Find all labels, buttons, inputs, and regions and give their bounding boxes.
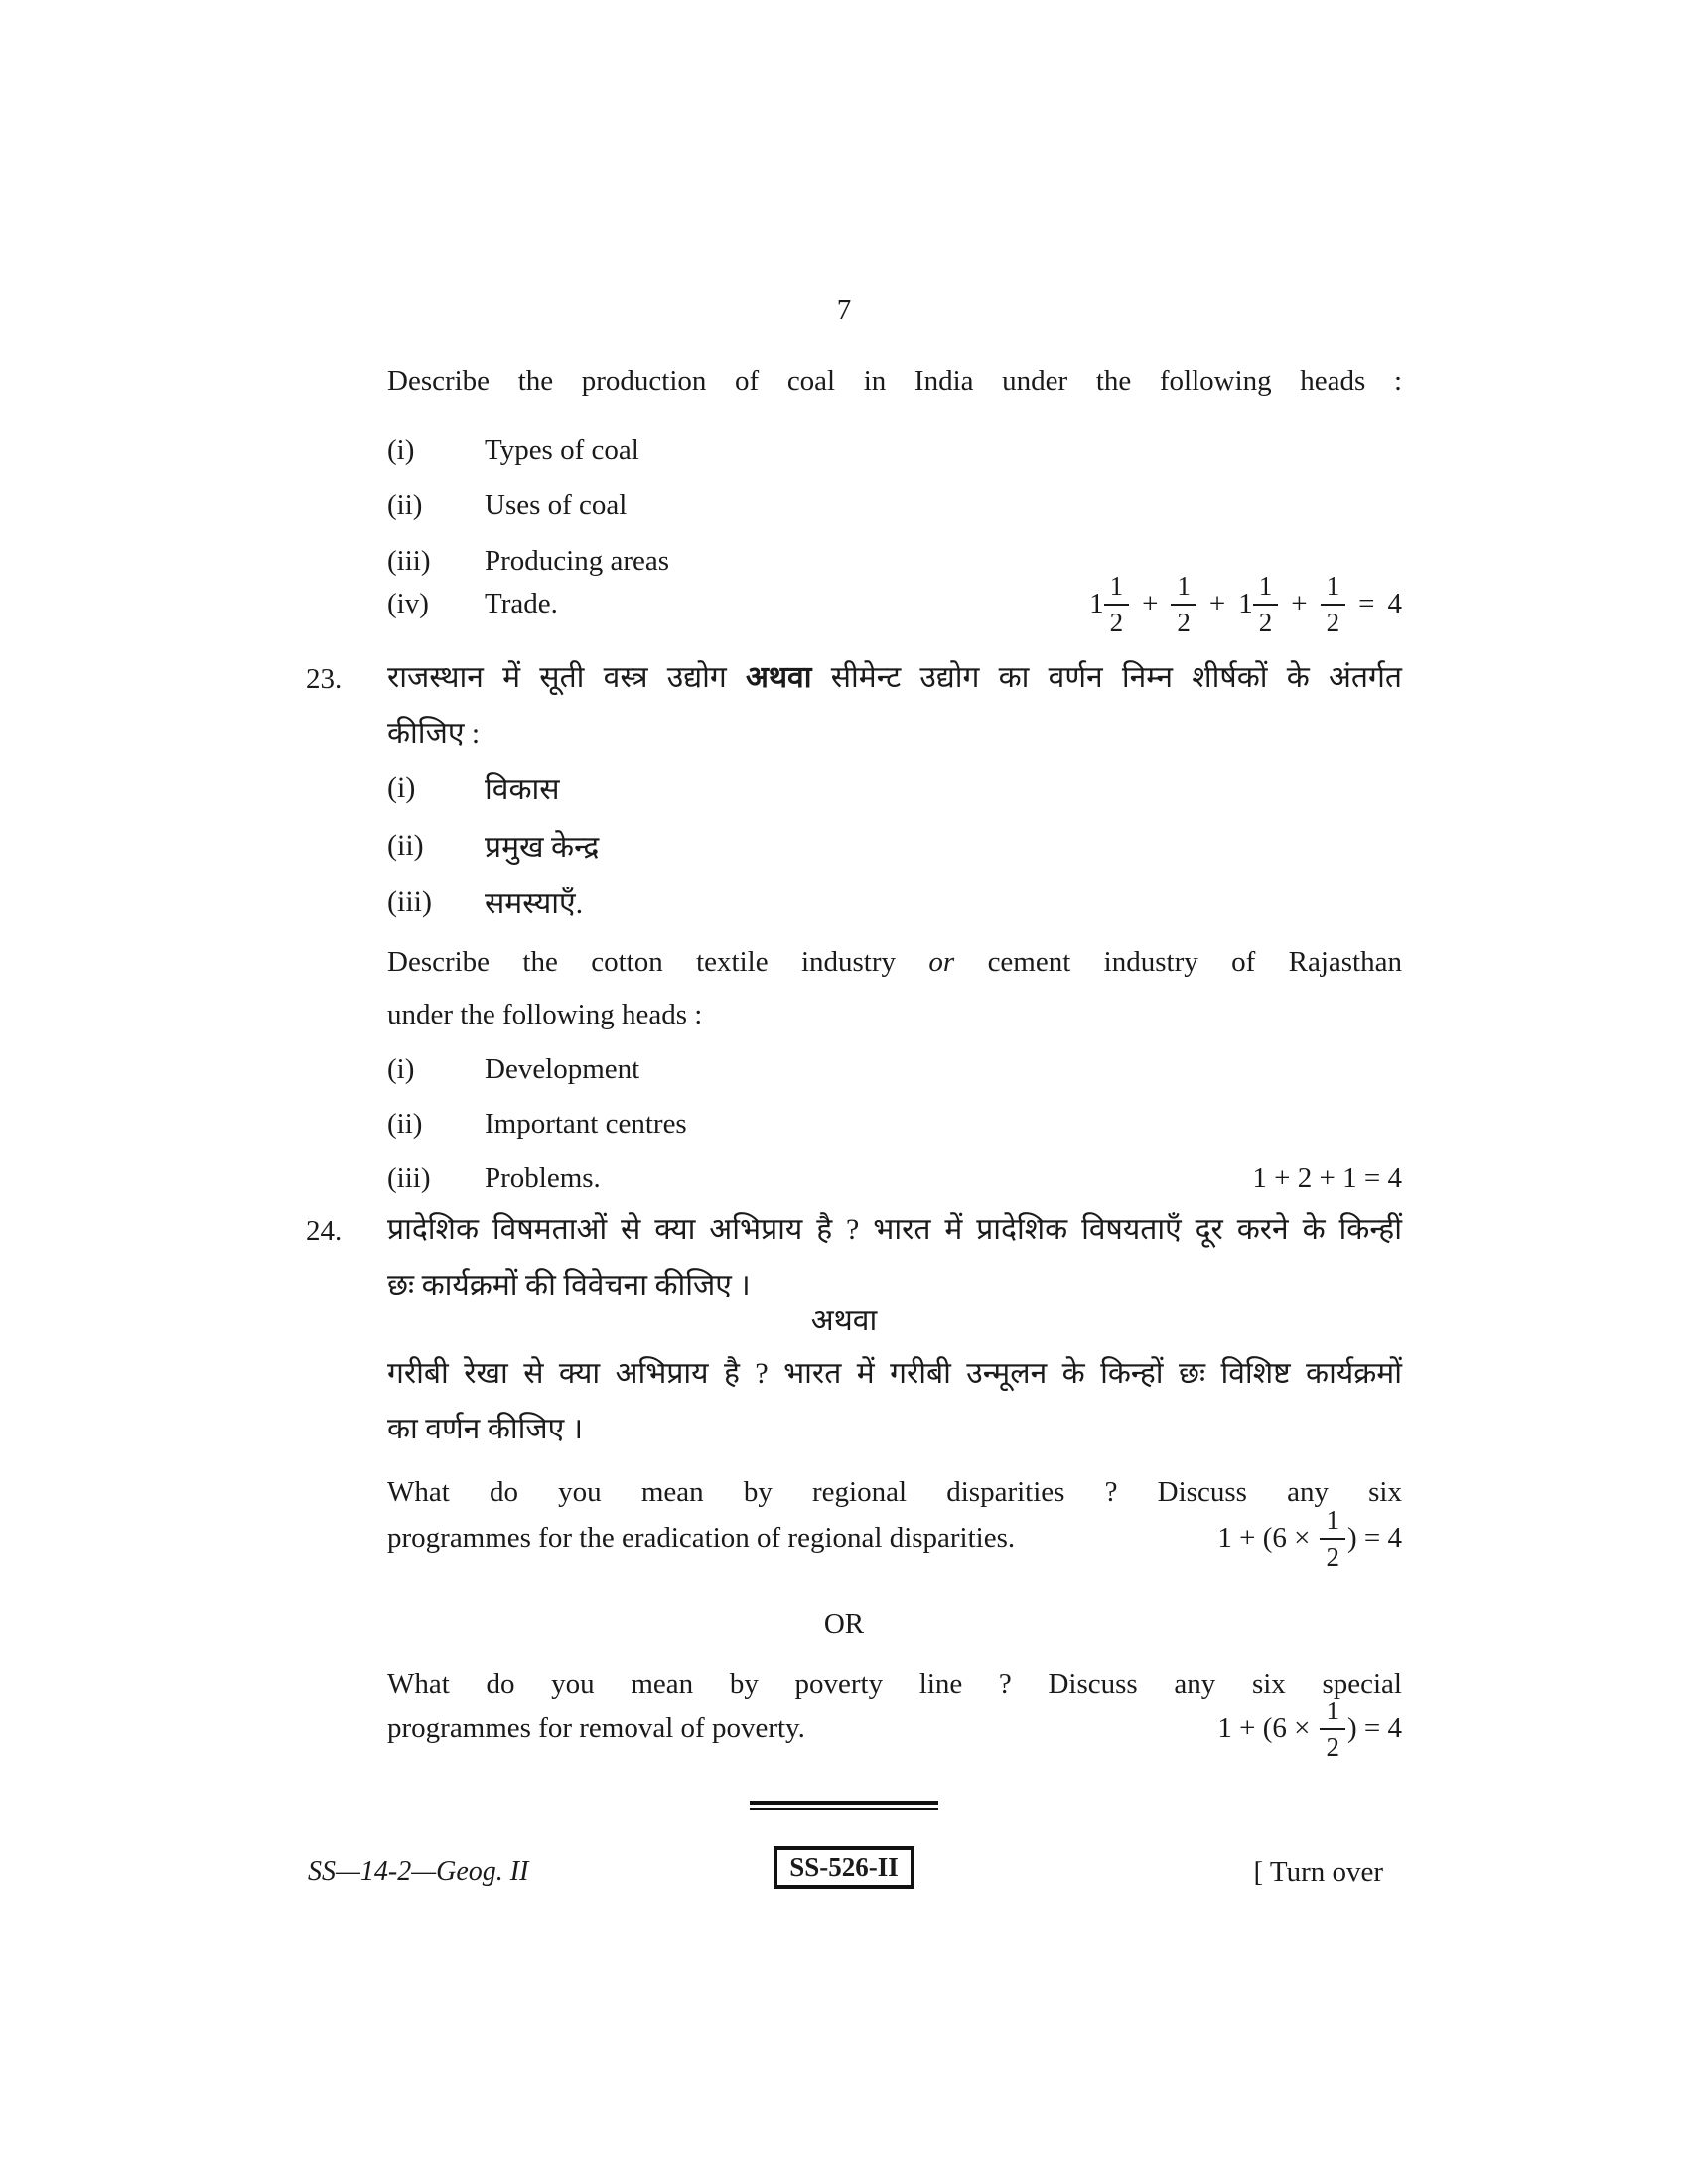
fraction [1104,572,1130,636]
item-text: Types of coal [485,434,639,466]
english-text: programmes for the eradication of regional disparities. [387,1521,1016,1554]
list-item [387,825,1402,866]
q22-intro: Describe the production of coal in India under the following heads : [387,365,1402,397]
mixed-number [1238,572,1278,636]
list-item [387,767,1402,808]
hindi-text: राजस्थान में सूती वस्त्र उद्योग [387,661,727,694]
list-item [387,1108,1402,1141]
operator: = [1358,587,1375,619]
q24-english-alt-line1: What do you mean by poverty line ? Discuss any six special [387,1668,1402,1700]
marks-expression: 1 + 2 + 1 = 4 [1252,1162,1402,1194]
denominator: 2 [1326,607,1340,637]
item-label: (ii) [387,1108,423,1140]
question-number: 23. [306,663,343,695]
item-label: (ii) [387,489,423,521]
q24-hindi-alt-line1: गरीबी रेखा से क्या अभिप्राय है ? भारत में गरीबी उन्मूलन के किन्हों छः विशिष्ट कार्यक्रमों [387,1357,1402,1390]
footer-turn-over: [ Turn over [1253,1856,1383,1888]
hindi-text: सीमेन्ट उद्योग का वर्णन निम्न शीर्षकों के अंतर्गत [830,661,1402,694]
q23-english-line2: under the following heads : [387,999,703,1030]
fraction [1253,572,1279,636]
operator: + [1291,587,1308,619]
q24-hindi-alt-line2: का वर्णन कीजिए । [387,1413,584,1445]
item-text: Trade. [485,587,558,619]
q23-hindi-line1 [387,655,1402,696]
q24-english-line1: What do you mean by regional disparities ? Discuss any six [387,1476,1402,1508]
numerator: 1 [1320,1506,1345,1540]
marks-expression [1089,572,1402,636]
denominator: 2 [1109,607,1124,637]
q24-hindi-line1: प्रादेशिक विषमताओं से क्या अभिप्राय है ? भारत में प्रादेशिक विषयताएँ दूर करने के किन्हीं [387,1213,1402,1246]
marks-expression [1217,1506,1402,1570]
denominator: 2 [1326,1731,1339,1762]
athva-heading: अथवा [810,1304,878,1337]
item-text: विकास [485,773,560,806]
fraction [1320,1506,1345,1570]
fraction [1171,572,1196,636]
athva-bold: अथवा [745,661,812,694]
marks-pre: 1 + (6 × [1217,1711,1311,1744]
marks-expression [1217,1697,1402,1761]
divider-rule-bottom [750,1808,938,1810]
operator: + [1142,587,1159,619]
item-label: (iii) [387,885,432,918]
footer-paper-code: SS—14-2—Geog. II [308,1856,529,1887]
item-label: (iv) [387,587,429,619]
fraction [1321,572,1346,636]
q23-hindi-line2: कीजिए : [387,717,481,750]
footer-center [0,1846,1688,1889]
denominator: 2 [1258,607,1273,637]
item-label: (i) [387,1053,415,1085]
item-label: (iii) [387,545,431,577]
list-item [387,434,1402,467]
list-item [387,561,1402,646]
item-text: Development [485,1053,640,1085]
marks-result: 4 [1387,587,1402,619]
item-label: (iii) [387,1162,431,1194]
english-text: Describe the cotton textile industry [387,946,897,978]
item-text: Problems. [485,1162,601,1194]
footer-series-box: SS-526-II [774,1846,914,1889]
english-text: cement industry of Rajasthan [987,946,1402,978]
whole-number: 1 [1089,587,1104,619]
list-item [387,489,1402,522]
item-text: समस्याएँ. [485,887,584,920]
list-item [387,1162,1402,1195]
item-label: (ii) [387,828,424,862]
denominator: 2 [1326,1541,1339,1571]
q24-hindi-line2: छः कार्यक्रमों की विवेचना कीजिए । [387,1269,751,1301]
numerator: 1 [1104,572,1130,606]
denominator: 2 [1177,607,1191,637]
mixed-number [1089,572,1129,636]
q24-english-alt-line2-row [387,1685,1402,1772]
question-number: 24. [306,1215,343,1247]
numerator: 1 [1253,572,1279,606]
marks-post: ) = 4 [1346,1711,1402,1744]
or-italic: or [928,946,955,978]
marks-pre: 1 + (6 × [1217,1521,1311,1554]
numerator: 1 [1320,1697,1345,1730]
list-item [387,882,1402,922]
item-text: Uses of coal [485,489,628,521]
or-heading: OR [823,1608,865,1640]
operator: + [1208,587,1226,619]
q23-english-line1 [387,946,1402,979]
numerator: 1 [1321,572,1346,606]
item-text: Producing areas [485,545,670,577]
item-label: (i) [387,434,415,466]
numerator: 1 [1171,572,1196,606]
whole-number: 1 [1238,587,1253,619]
page-number: 7 [836,294,852,326]
marks-post: ) = 4 [1346,1521,1402,1554]
item-text: Important centres [485,1108,687,1140]
english-text: programmes for removal of poverty. [387,1711,805,1744]
list-item [387,1053,1402,1086]
item-text: प्रमुख केन्द्र [485,831,600,864]
section-divider [750,1801,938,1810]
fraction [1320,1697,1345,1761]
divider-rule-top [750,1801,938,1805]
item-label: (i) [387,770,416,804]
q24-english-line2-row [387,1494,1402,1581]
